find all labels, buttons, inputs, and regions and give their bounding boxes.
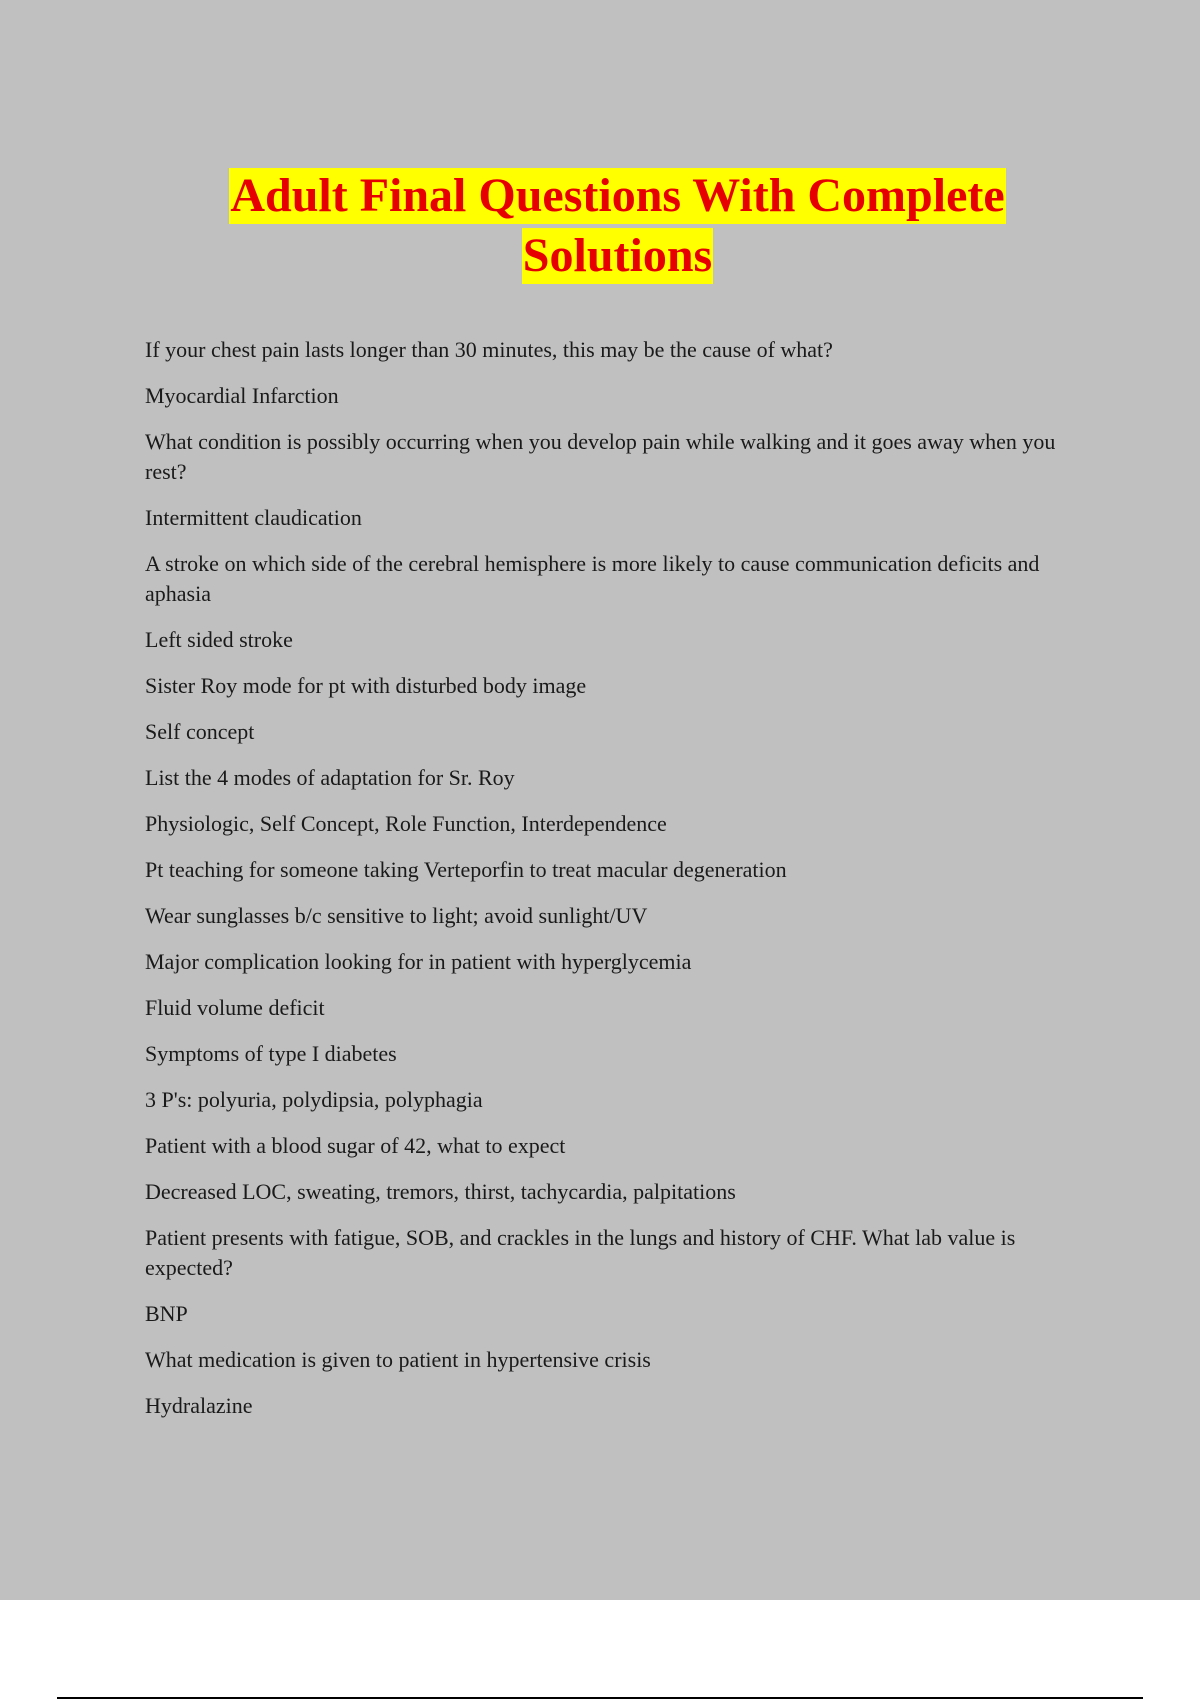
- answer-text: 3 P's: polyuria, polydipsia, polyphagia: [145, 1087, 483, 1112]
- answer-text: Myocardial Infarction: [145, 383, 339, 408]
- question-text: Major complication looking for in patient with hyperglycemia: [145, 949, 692, 974]
- answer-text: Intermittent claudication: [145, 505, 362, 530]
- answer-text: Fluid volume deficit: [145, 995, 325, 1020]
- answer-text: Physiologic, Self Concept, Role Function, Interdependence: [145, 811, 667, 836]
- qa-list: [145, 335, 1085, 1437]
- answer-text: Decreased LOC, sweating, tremors, thirst, tachycardia, palpitations: [145, 1179, 736, 1204]
- document-title: [0, 166, 1200, 286]
- answer-text: BNP: [145, 1301, 188, 1326]
- question-text: What medication is given to patient in hypertensive crisis: [145, 1347, 651, 1372]
- answer-text: Wear sunglasses b/c sensitive to light; avoid sunlight/UV: [145, 903, 648, 928]
- question-text: Patient presents with fatigue, SOB, and crackles in the lungs and history of CHF. What lab value is expected?: [145, 1225, 1016, 1280]
- footer-divider: [57, 1697, 1143, 1699]
- title-line-1: Adult Final Questions With Complete: [230, 169, 1005, 222]
- answer-text: Self concept: [145, 719, 255, 744]
- question-text: Symptoms of type I diabetes: [145, 1041, 397, 1066]
- answer-text: Left sided stroke: [145, 627, 293, 652]
- question-text: Pt teaching for someone taking Verteporfin to treat macular degeneration: [145, 857, 787, 882]
- question-text: Patient with a blood sugar of 42, what to expect: [145, 1133, 566, 1158]
- question-text: What condition is possibly occurring when you develop pain while walking and it goes away when you rest?: [145, 429, 1056, 484]
- question-text: A stroke on which side of the cerebral hemisphere is more likely to cause communication deficits and aphasia: [145, 551, 1040, 606]
- question-text: If your chest pain lasts longer than 30 minutes, this may be the cause of what?: [145, 337, 833, 362]
- answer-text: Hydralazine: [145, 1393, 253, 1418]
- question-text: List the 4 modes of adaptation for Sr. Roy: [145, 765, 515, 790]
- title-line-2: Solutions: [522, 229, 713, 282]
- question-text: Sister Roy mode for pt with disturbed body image: [145, 673, 587, 698]
